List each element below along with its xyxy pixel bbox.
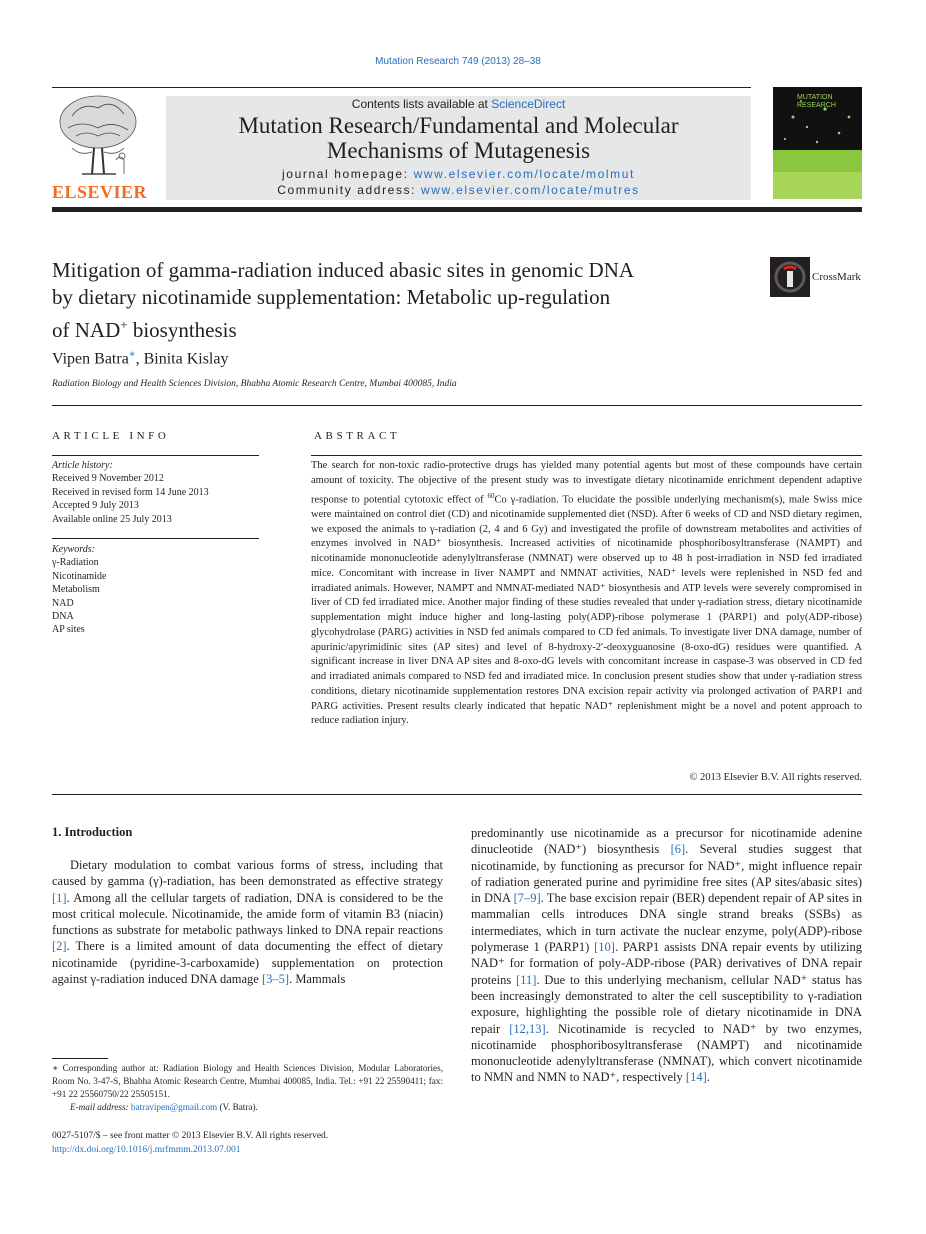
contents-prefix: Contents lists available at (351, 97, 492, 111)
abstract-bottom-rule (52, 794, 862, 795)
ref-link[interactable]: [1] (52, 890, 67, 905)
abstract-part1: The search for non-toxic radio-protective drugs has yielded many potential agents but most of these compounds have certain amount of toxicity. The objective of the present study was to investigate dietary nicotinamide enrichment dependent adaptive response to potential cytotoxic effect of (311, 460, 862, 505)
intro-text: . Nicotinamide is recycled to NAD⁺ by two enzymes, nicotinamide phosphoribosyltransferase (NAMPT) and nicotinamide mononucleotide adenylyltransferase (NMNAT), which convert nicotinamide to NMN and NMN to NAD⁺, respectively (471, 1021, 862, 1085)
author-1: Vipen Batra (52, 350, 129, 368)
keyword-item: DNA (52, 611, 74, 623)
ref-link[interactable]: [11] (516, 972, 537, 987)
journal-title (166, 113, 751, 163)
crossmark-label[interactable]: CrossMark (812, 271, 861, 283)
cover-bottom (773, 172, 862, 199)
ref-link[interactable]: [6] (670, 842, 686, 857)
header-rule-thick (52, 207, 862, 212)
keyword-item: Metabolism (52, 584, 100, 596)
keywords (52, 543, 259, 637)
intro-text: . PARP1 assists DNA repair events by utilizing NAD⁺ for formation of poly-ADP-ribose (PAR) derivatives of DNA repair proteins (471, 940, 862, 987)
intro-left-column (52, 857, 443, 987)
crossmark-icon[interactable] (770, 257, 810, 297)
intro-right-column (471, 825, 862, 1086)
keywords-rule (52, 538, 259, 539)
author-1-footnote-link[interactable]: ∗ (128, 349, 136, 360)
article-title (52, 257, 752, 344)
journal-title-line2: Mechanisms of Mutagenesis (326, 138, 591, 163)
history-received: Received 9 November 2012 (52, 473, 164, 485)
header-rule-top (52, 87, 751, 88)
abstract-rule (311, 455, 862, 456)
sciencedirect-link[interactable]: ScienceDirect (491, 97, 566, 111)
abstract-part2: Co γ-radiation. To elucidate the possible underlying mechanism(s), male Swiss mice were maintained on control diet (CD) and nicotinamide supplemented diet (NSD). After 6 weeks of CD and NSD dietary regimen, we exposed the animals to γ-radiation (2, 4 and 6 Gy) and investigated the profile of downstream metabolites and activities of enzymes involved in NAD⁺ biosynthesis. Increased activities of nicotinamide phosphoribosyltransferase (NAMPT) and nicotinamide mononucleotide adenylyltransferase (NMNAT) were observed up to 48 h post-irradiation in NSD fed irradiated mice. Concomitant with increase in liver NAMPT and NMNAT activities, NAD⁺ levels were replenished in NSD fed and irradiated animals. However, NAMPT and NMNAT-mediated NAD⁺ biosynthesis and ATP levels were severely compromised in liver of CD fed irradiated mice. Another major finding of these studies revealed that under γ-radiation stress, dietary nicotinamide supplementation might induce higher and long-lasting poly(ADP)-ribose polymerase 1 (PARP1) and poly(ADP-ribose) glycohydrolase (PARG) activities in NSD fed animals compared to CD fed animals. To investigate liver DNA damage, number of apurinic/apyrimidinic sites (AP sites) and level of 8-hydroxy-2′-deoxyguanosine (8-oxo-dG) residues were quantified. A significant increase in liver DNA AP sites and 8-oxo-dG levels with concomitant increase in caspase-3 was observed in CD fed and irradiated animals compared to NSD fed and irradiated mice. In conclusion present studies show that under γ-radiation stress conditions, dietary nicotinamide supplementation restores DNA excision repair activity via prolonged activation of PARP1 and PARG activities. Present results clearly indicated that hepatic NAD⁺ replenishment might be a novel and potent approach to reduce radiation injury. (311, 494, 862, 727)
keywords-label: Keywords: (52, 544, 95, 555)
doi-link[interactable]: http://dx.doi.org/10.1016/j.mrfmmm.2013.07.001 (52, 1145, 241, 1155)
article-history (52, 459, 259, 526)
author-2: Binita Kislay (143, 350, 229, 368)
title-line3-pre: of NAD (52, 318, 121, 342)
email-suffix: (V. Batra). (217, 1102, 258, 1112)
ref-link[interactable]: [7–9] (513, 891, 541, 906)
info-rule (52, 455, 259, 456)
footnote-text: ∗ Corresponding author at: Radiation Biology and Health Sciences Division, Modular Laboratories, Room No. 3-47-S, Bhabha Atomic Research Centre, Mumbai 400085, India. Tel.: +91 22 25590411; fax: +91 22 25560750/22 25505151. (52, 1063, 443, 1099)
authors (52, 349, 228, 368)
title-rule (52, 405, 862, 406)
ref-link[interactable]: [3–5] (261, 972, 290, 987)
title-line2: by dietary nicotinamide supplementation: Metabolic up-regulation (52, 285, 611, 309)
abstract-text (311, 459, 862, 729)
intro-heading: 1. Introduction (52, 825, 133, 839)
intro-text: . Mammals (289, 972, 346, 987)
title-line1: Mitigation of gamma-radiation induced abasic sites in genomic DNA (52, 258, 635, 282)
cover-title: MUTATION RESEARCH (797, 94, 836, 109)
author-separator: , (135, 350, 144, 368)
email-label: E-mail address: (70, 1102, 131, 1112)
journal-citation[interactable]: Mutation Research 749 (2013) 28–38 (375, 56, 541, 67)
contents-line (166, 97, 751, 111)
abstract-label: ABSTRACT (314, 430, 401, 442)
corresponding-footnote (52, 1062, 443, 1114)
journal-title-line1: Mutation Research/Fundamental and Molecular (238, 113, 679, 138)
community-address (166, 183, 751, 197)
email-link[interactable]: batravipen@gmail.com (130, 1102, 218, 1112)
homepage-link[interactable]: www.elsevier.com/locate/molmut (413, 167, 635, 181)
intro-text: . There is a limited amount of data documenting the effect of dietary nicotinamide (pyridine-3-carboxamide) supplementation on protection against γ-radiation induced DNA damage (52, 939, 443, 987)
intro-text: . (706, 1070, 710, 1085)
history-accepted: Accepted 9 July 2013 (52, 500, 139, 512)
keyword-item: γ-Radiation (52, 557, 99, 569)
affiliation: Radiation Biology and Health Sciences Division, Bhabha Atomic Research Centre, Mumbai 400085, India (52, 379, 457, 389)
keyword-item: NAD (52, 597, 74, 609)
intro-text: . The base excision repair (BER) dependent repair of AP sites in mammalian cells introduces DNA single strand breaks (SSBs) as intermediates, which in turn activate the nuclear enzyme, poly(ADP)-ribose polymerase 1 (PARP1) (471, 891, 862, 955)
ref-link[interactable]: [12,13] (509, 1021, 546, 1036)
keyword-item: AP sites (52, 624, 85, 636)
intro-text: . Among all the cellular targets of radiation, DNA is considered to be the most critical molecule. Nicotinamide, the amide form of vitamin B3 (niacin) functions as substrate for metabolic pathways linked to DNA repair reactions (52, 890, 443, 938)
ref-link[interactable]: [10] (594, 940, 615, 955)
ref-link[interactable]: [2] (52, 939, 67, 954)
title-line3-post: biosynthesis (127, 318, 237, 342)
issn-line: 0027-5107/$ – see front matter © 2013 Elsevier B.V. All rights reserved. (52, 1131, 329, 1141)
footnote-rule (52, 1058, 108, 1059)
journal-homepage (166, 167, 751, 181)
ref-link[interactable]: [14] (685, 1070, 707, 1085)
title-sup: + (120, 317, 128, 332)
cover-band (773, 150, 862, 172)
elsevier-wordmark: ELSEVIER (52, 182, 148, 202)
intro-text: . Several studies suggest that nicotinamide, by functioning as precursor for NAD⁺, might influence repair of radiation generated purine and pyrimidine free sites (AP sites/abasic sites) in DNA (471, 842, 862, 906)
article-info-label: ARTICLE INFO (52, 430, 170, 442)
community-label: Community address: (277, 183, 422, 197)
intro-text: Dietary modulation to combat various forms of stress, including that caused by gamma (γ)-radiation, has been demonstrated as effective strategy (52, 858, 443, 889)
homepage-label: journal homepage: (282, 167, 414, 181)
community-link[interactable]: www.elsevier.com/locate/mutres (421, 183, 640, 197)
title-line3 (52, 311, 752, 344)
abstract-sup: 60 (487, 491, 495, 500)
history-revised: Received in revised form 14 June 2013 (52, 486, 209, 498)
history-label: Article history: (52, 460, 113, 471)
intro-text: predominantly use nicotinamide as a precursor for nicotinamide adenine dinucleotide (NAD⁺) biosynthesis (471, 826, 862, 857)
intro-text: . Due to this underlying mechanism, cellular NAD⁺ status has been increasingly demonstrated to alter the cell susceptibility to γ-radiation exposure, highlighting the possible role of dietary nicotinamide in DNA repair (471, 972, 862, 1036)
keyword-item: Nicotinamide (52, 570, 107, 582)
abstract-copyright: © 2013 Elsevier B.V. All rights reserved. (689, 772, 862, 783)
history-online: Available online 25 July 2013 (52, 513, 172, 525)
